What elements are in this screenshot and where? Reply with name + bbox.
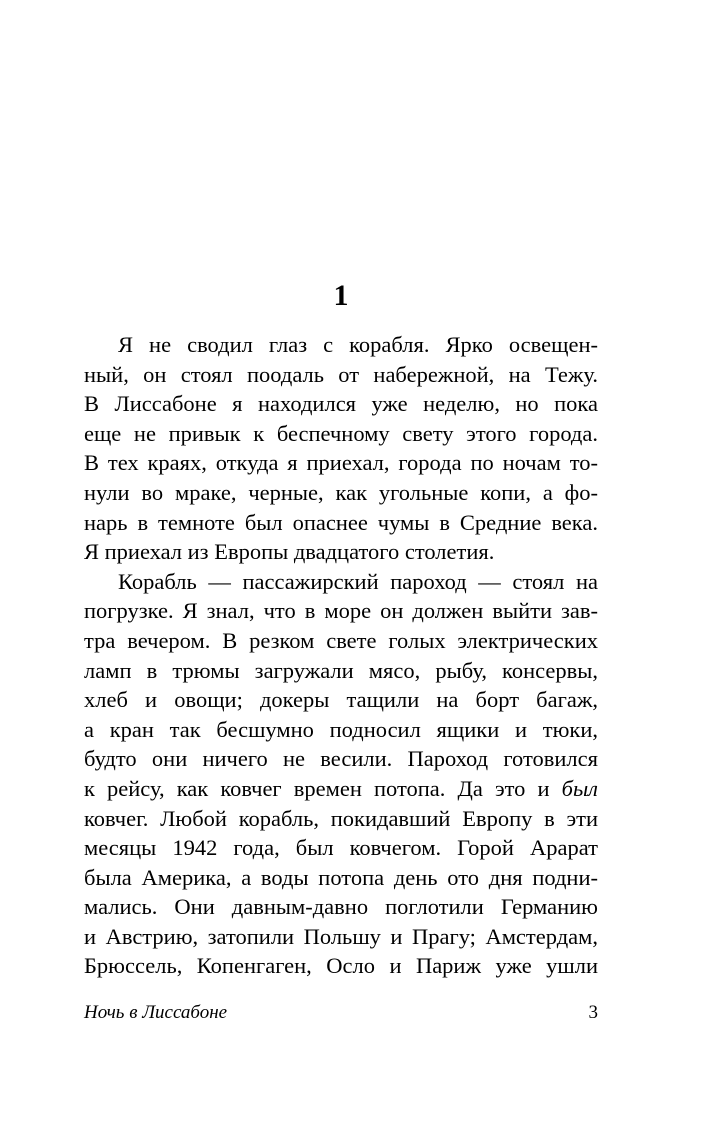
text-line: нули во мраке, черные, как угольные копи, а фо- [84,479,598,505]
text-line: Я приехал из Европы двадцатого столетия. [84,539,495,565]
chapter-text [84,330,598,981]
text-line: Я не сводил глаз с корабля. Ярко освещен- [118,332,598,357]
text-line: ламп в трюмы загружали мясо, рыбу, консервы, [84,657,598,683]
text-line: а кран так бесшумно подносил ящики и тюки, [84,716,598,742]
text-line: ный, он стоял поодаль от набережной, на Тежу. [84,361,598,387]
text-line: Корабль — пассажирский пароход — стоял на [118,568,598,594]
text-line: еще не привык к беспечному свету этого города. [84,420,598,446]
book-page [84,0,598,1122]
page-number: 3 [588,1002,598,1023]
text-line: тра вечером. В резком свете голых электрических [84,627,598,653]
running-footer-title: Ночь в Лиссабоне [84,1002,228,1023]
text-line: Брюссель, Копенгаген, Осло и Париж уже ушли [84,953,598,979]
text-line: и Австрию, затопили Польшу и Прагу; Амстердам, [84,923,598,949]
text-line: была Америка, а воды потопа день ото дня подни- [84,864,598,890]
text-line: нарь в темноте был опаснее чумы в Средние века. [84,509,598,535]
text-line: погрузке. Я знал, что в море он должен выйти зав- [84,598,598,624]
text-line: В Лиссабоне я находился уже неделю, но пока [84,391,598,417]
chapter-number: 1 [333,279,349,312]
emphasized-word: был [561,775,598,801]
text-line: В тех краях, откуда я приехал, города по ночам то- [84,450,598,476]
text-line: ковчег. Любой корабль, покидавший Европу в эти [84,805,598,831]
text-line: к рейсу, как ковчег времен потопа. Да это и был [84,775,598,801]
text-line: мались. Они давным-давно поглотили Германию [84,894,598,920]
text-line: месяцы 1942 года, был ковчегом. Горой Арарат [84,835,598,861]
text-line: хлеб и овощи; докеры тащили на борт багаж, [84,687,598,713]
text-line: будто они ничего не весили. Пароход готовился [84,746,598,772]
